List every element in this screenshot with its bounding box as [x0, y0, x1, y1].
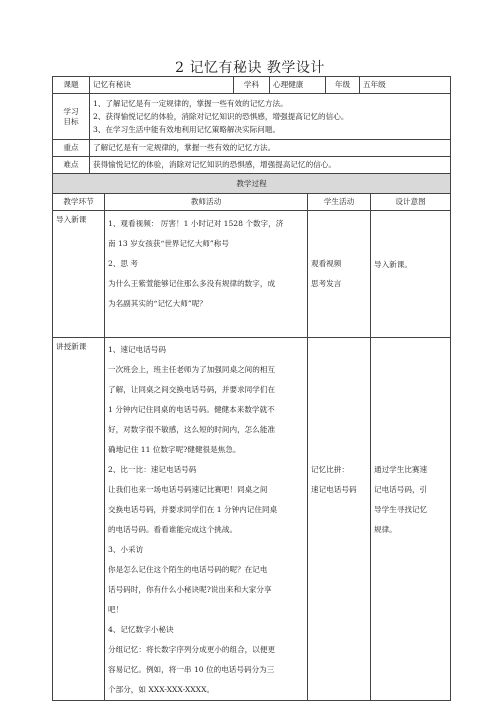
col-stage: 教学环节	[53, 194, 105, 211]
key-point-row	[53, 140, 451, 157]
process-row-new-lesson	[53, 338, 451, 701]
intent-line: 记电话号码，引	[374, 485, 428, 494]
lesson-plan-table	[52, 76, 451, 174]
teacher-line: 1、速记电话号码	[108, 345, 166, 354]
process-title: 教学过程	[53, 174, 451, 194]
student-activity-cell	[308, 211, 371, 338]
design-intent-cell	[371, 338, 451, 701]
teacher-line: 你是怎么记住这个陌生的电话号码的呢？在记电	[108, 565, 268, 574]
intent-line: 规律。	[374, 525, 397, 534]
teacher-line: 1、观看视频： 厉害！1 小时记对 1528 个数字，济	[108, 219, 284, 228]
student-activity-cell	[308, 338, 371, 701]
difficulty-text: 获得愉悦记忆的体验，消除对记忆知识的恐惧感，增强提高记忆的信心。	[90, 157, 451, 174]
teacher-line: 2、思 考	[108, 259, 139, 268]
student-line: 速记电话号码	[311, 485, 357, 494]
key-point-text: 了解记忆是有一定规律的，掌握一些有效的记忆方法。	[90, 140, 451, 157]
goal-item: 2、获得愉悦记忆的体验，消除对记忆知识的恐惧感，增强提高记忆的信心。	[93, 112, 349, 121]
teacher-line: 的电话号码。看看谁能完成这个挑战。	[108, 525, 238, 534]
subject-label: 学科	[234, 77, 270, 94]
goals-label-line-2: 目标	[63, 116, 79, 126]
topic-label: 课题	[53, 77, 90, 94]
difficulty-label: 难点	[53, 157, 90, 174]
student-line: 观看视频	[311, 259, 342, 268]
teacher-line: 话号码时，你有什么小秘诀呢?说出来和大家分享	[108, 585, 272, 594]
stage-cell: 讲授新课	[53, 338, 105, 701]
topic-value: 记忆有秘诀	[90, 77, 234, 94]
document-title: 2 记忆有秘诀 教学设计	[175, 60, 325, 76]
goal-item: 3、在学习生活中能有效地利用记忆策略解决实际问题。	[93, 125, 281, 134]
col-teacher: 教师活动	[105, 194, 308, 211]
teacher-line: 1 分钟内记住同桌的电话号码。健健本来数学就不	[108, 405, 275, 414]
teacher-line: 了解，让同桌之间交换电话号码，并要求同学们在	[108, 385, 276, 394]
teacher-line: 确地记住 11 位数字呢?健健很是焦急。	[108, 445, 241, 454]
goals-label	[53, 94, 90, 140]
grade-label: 年级	[326, 77, 360, 94]
teacher-line: 好，对数字很不敏感，这么短的时间内，怎么能准	[108, 425, 276, 434]
student-line: 思考发言	[311, 279, 342, 288]
intent-line: 导学生寻找记忆	[374, 505, 428, 514]
teacher-activity-cell	[105, 338, 308, 701]
header-row	[53, 77, 451, 94]
difficulty-row	[53, 157, 451, 174]
goals-row	[53, 94, 451, 140]
teacher-line: 一次班会上，班主任老师为了加强同桌之间的相互	[108, 365, 276, 374]
teacher-line: 4、记忆数字小秘诀	[108, 625, 174, 634]
teacher-line: 3、小采访	[108, 545, 144, 554]
subject-value: 心理健康	[270, 77, 326, 94]
process-title-row	[53, 174, 451, 194]
teacher-line: 南 13 岁女孩获“世界记忆大师”称号	[108, 239, 229, 248]
teacher-line: 吧！	[108, 605, 124, 614]
process-columns-row	[53, 194, 451, 211]
col-intent: 设计意图	[371, 194, 451, 211]
goals-label-line-1: 学习	[63, 107, 79, 117]
teacher-line: 为名副其实的“记忆大师”呢？	[108, 299, 207, 308]
teacher-line: 为什么王紫萱能够记住那么多没有规律的数字，成	[108, 279, 276, 288]
key-point-label: 重点	[53, 140, 90, 157]
teacher-activity-cell	[105, 211, 308, 338]
goal-item: 1、了解记忆是有一定规律的，掌握一些有效的记忆方法。	[93, 99, 288, 108]
teacher-line: 个部分，如 XXX-XXX-XXXX。	[108, 685, 215, 694]
intent-line: 导入新课。	[374, 260, 412, 269]
student-line: 记忆比拼：	[311, 465, 349, 474]
process-row-intro	[53, 211, 451, 338]
teacher-line: 交换电话号码，并要求同学们在 1 分钟内记住同桌	[108, 505, 278, 514]
grade-value: 五年级	[360, 77, 451, 94]
design-intent-cell	[371, 211, 451, 338]
col-student: 学生活动	[308, 194, 371, 211]
teacher-line: 容易记忆。例如，将一串 10 位的电话号码分为三	[108, 665, 275, 674]
stage-cell: 导入新课	[53, 211, 105, 338]
goals-content	[90, 94, 451, 140]
teacher-line: 2、比一比：速记电话号码	[108, 465, 197, 474]
teacher-line: 让我们也来一场电话号码速记比赛吧！同桌之间	[108, 485, 268, 494]
teacher-line: 分组记忆：将长数字序列分成更小的组合，以便更	[108, 645, 276, 654]
process-table	[52, 173, 451, 701]
intent-line: 通过学生比赛速	[374, 465, 428, 474]
